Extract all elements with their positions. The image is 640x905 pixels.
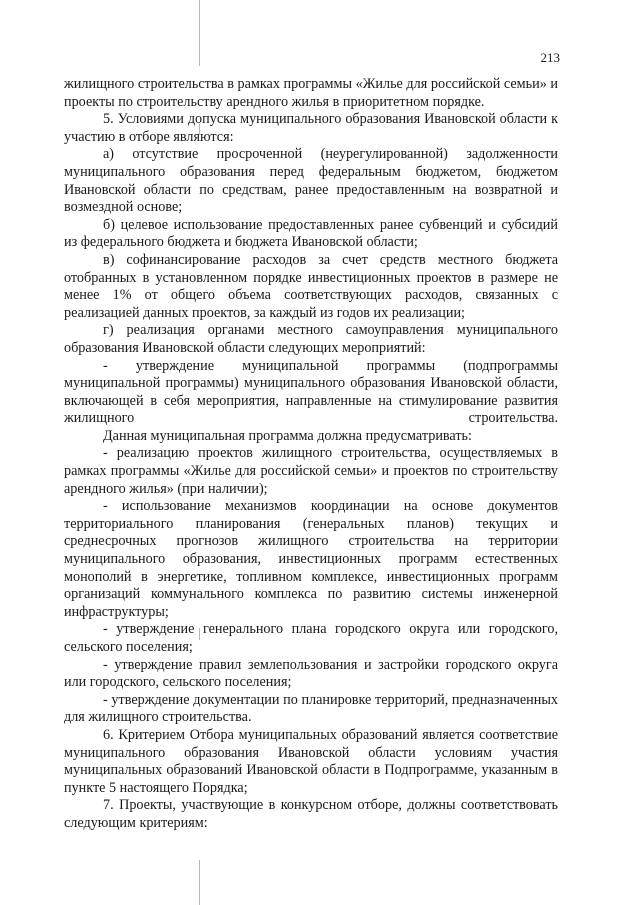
paragraph-dash-coordination: - использование механизмов координации на основе документов территориального планирования (генеральных планов) текущих и среднесрочных прогнозов жилищного строительства на территории муниципального образования, инвестиционных программ естественных монополий в энергетике, топливном комплексе, инвестиционных программ организаций коммунального комплекса по развитию системы инженерной инфраструктуры; <box>64 498 558 620</box>
paragraph-item-5: 5. Условиями допуска муниципального образования Ивановской области к участию в отборе являются: <box>64 111 558 145</box>
paragraph-dash-planning-docs: - утверждение документации по планировке территорий, предназначенных для жилищного строительства. <box>64 691 558 726</box>
document-body <box>64 76 558 833</box>
scan-fold-line-bottom <box>199 860 200 905</box>
paragraph-dash-projects: - реализацию проектов жилищного строительства, осуществляемых в рамках программы «Жилье для российской семьи» и проектов по строительству арендного жилья» (при наличии); <box>64 445 558 497</box>
paragraph-program-intro: Данная муниципальная программа должна предусматривать: <box>103 427 472 444</box>
page-number: 213 <box>540 50 560 65</box>
scan-fold-line-top <box>199 0 200 66</box>
paragraph-item-7: 7. Проекты, участвующие в конкурсном отборе, должны соответствовать следующим критериям: <box>64 797 558 831</box>
paragraph-dash-program: - утверждение муниципальной программы (подпрограммы муниципальной программы) муниципального образования Ивановской области, включающей в себя мероприятия, направленные на стимулирование развития жилищного строительства. <box>64 357 558 427</box>
paragraph-sub-g: г) реализация органами местного самоуправления муниципального образования Ивановской области следующих мероприятий: <box>64 322 558 356</box>
paragraph-dash-general-plan: - утверждение генерального плана городского округа или городского, сельского поселения; <box>64 621 558 655</box>
paragraph-sub-b: б) целевое использование предоставленных ранее субвенций и субсидий из федерального бюджета и бюджета Ивановской области; <box>64 216 558 251</box>
paragraph-continuation: жилищного строительства в рамках программы «Жилье для российской семьи» и проекты по строительству арендного жилья в приоритетном порядке. <box>64 76 558 110</box>
paragraph-sub-a: а) отсутствие просроченной (неурегулированной) задолженности муниципального образования перед федеральным бюджетом, бюджетом Ивановской области по средствам, ранее предоставленным на возвратной и возмездной основе; <box>64 146 558 216</box>
paragraph-item-6: 6. Критерием Отбора муниципальных образований является соответствие муниципального образования Ивановской области условиям участия муниципальных образований Ивановской области в Подпрограмме, указанным в пункте 5 настоящего Порядка; <box>64 726 558 796</box>
paragraph-dash-land-rules: - утверждение правил землепользования и застройки городского округа или городского, сельского поселения; <box>64 656 558 691</box>
paragraph-sub-v: в) софинансирование расходов за счет средств местного бюджета отобранных в установленном порядке инвестиционных проектов в размере не менее 1% от общего объема соответствующих расходов, связанных с реализацией данных проектов, за каждый из годов их реализации; <box>64 251 558 321</box>
